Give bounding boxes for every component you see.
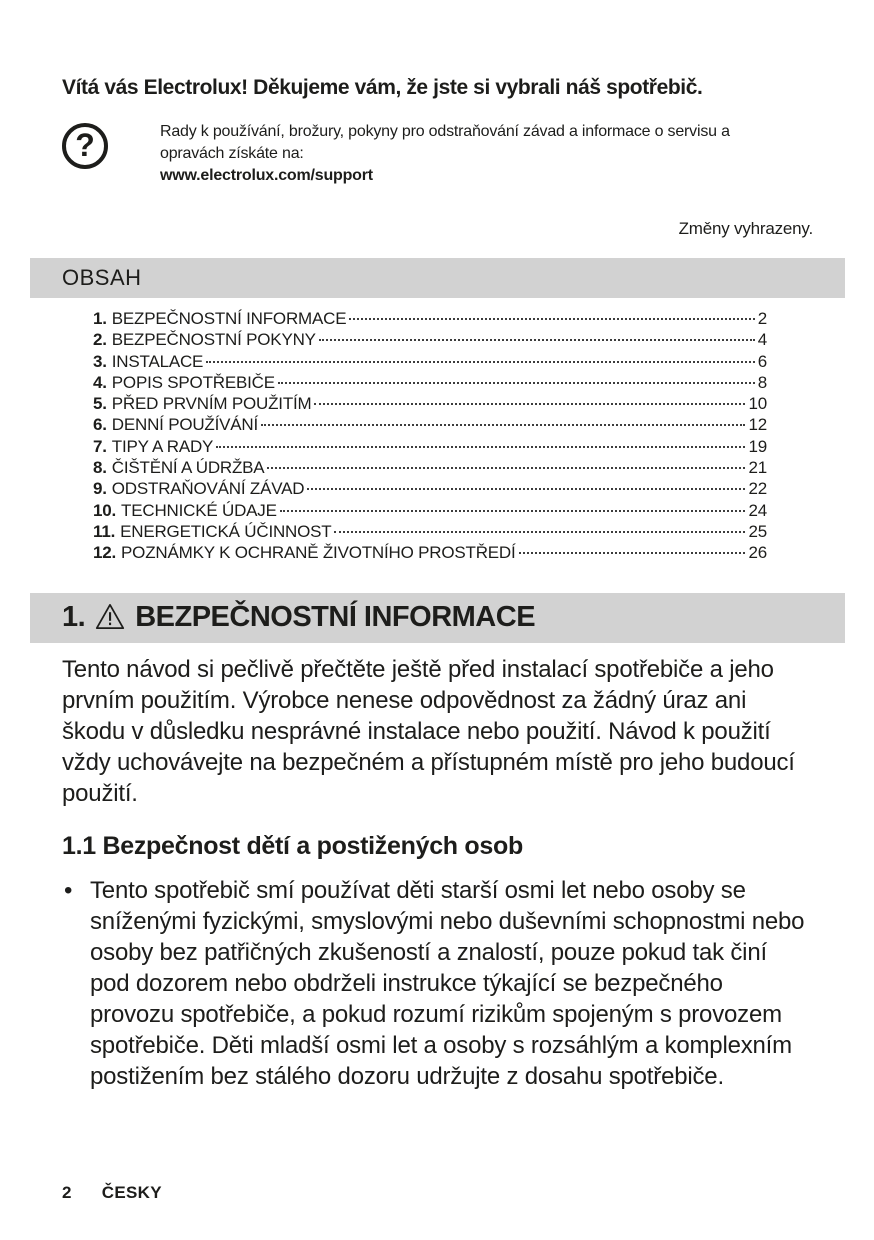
toc-entry-number: 5. (93, 394, 107, 414)
toc-entry-number: 11. (93, 521, 116, 541)
toc-entry-9[interactable] (93, 478, 767, 499)
support-url-link[interactable]: www.electrolux.com/support (160, 167, 373, 184)
support-text (160, 121, 785, 187)
toc-entry-12[interactable] (93, 542, 767, 563)
toc-entry-4[interactable] (93, 372, 767, 393)
toc-entry-10[interactable] (93, 500, 767, 521)
support-description: Rady k používání, brožury, pokyny pro odstraňování závad a informace o servisu a opravách získáte na: (160, 123, 730, 162)
toc-entry-page: 25 (748, 521, 767, 541)
toc-leader-dots (278, 382, 755, 384)
section-heading-bar (30, 593, 845, 643)
page-footer (62, 1183, 162, 1203)
toc-entry-7[interactable] (93, 436, 767, 457)
toc-entry-6[interactable] (93, 414, 767, 435)
toc-entry-page: 22 (748, 479, 767, 499)
toc-entry-label: BEZPEČNOSTNÍ INFORMACE (111, 309, 347, 328)
toc-leader-dots (267, 467, 745, 469)
toc-entry-number: 10. (93, 500, 117, 520)
rights-reserved-note: Změny vyhrazeny. (678, 219, 813, 238)
toc-entry-label: DENNÍ POUŽÍVÁNÍ (111, 415, 259, 435)
toc-entry-page: 26 (748, 543, 767, 563)
toc-entry-1[interactable] (93, 308, 767, 329)
toc-leader-dots (319, 339, 755, 341)
toc-entry-label: BEZPEČNOSTNÍ POKYNY (111, 330, 316, 350)
support-info-block (62, 121, 812, 187)
toc-entry-page: 10 (748, 394, 767, 414)
toc-entry-number: 8. (93, 458, 107, 478)
toc-leader-dots (280, 510, 746, 512)
question-mark-icon: ? (62, 123, 108, 169)
toc-entry-label: ODSTRAŇOVÁNÍ ZÁVAD (111, 479, 305, 499)
toc-entry-label: INSTALACE (111, 351, 204, 371)
subsection-title: 1.1 Bezpečnost dětí a postižených osob (62, 831, 523, 860)
toc-entry-number: 4. (93, 372, 107, 392)
toc-leader-dots (349, 318, 754, 320)
toc-entry-page: 2 (757, 309, 767, 328)
toc-entry-label: TECHNICKÉ ÚDAJE (121, 500, 277, 520)
toc-entry-11[interactable] (93, 521, 767, 542)
footer-language-label: ČESKY (101, 1183, 162, 1202)
toc-entry-label: POZNÁMKY K OCHRANĚ ŽIVOTNÍHO PROSTŘEDÍ (121, 543, 516, 563)
warning-triangle-icon (95, 603, 125, 630)
toc-title: OBSAH (62, 265, 142, 290)
toc-entry-page: 19 (748, 436, 767, 456)
toc-entry-label: TIPY A RADY (111, 436, 214, 456)
toc-leader-dots (519, 552, 746, 554)
section-number: 1. (62, 601, 86, 634)
toc-entry-label: POPIS SPOTŘEBIČE (111, 372, 275, 392)
toc-entry-page: 4 (757, 330, 767, 350)
toc-entry-2[interactable] (93, 329, 767, 350)
toc-leader-dots (307, 488, 745, 490)
page-title: Vítá vás Electrolux! Děkujeme vám, že jste si vybrali náš spotřebič. (62, 76, 703, 99)
section-intro-paragraph: Tento návod si pečlivě přečtěte ještě před instalací spotřebiče a jeho prvním použitím. Výrobce nenese odpovědnost za žádný úraz ani škodu v důsledku nesprávné instalace nebo použití. Návod k použití vždy uchovávejte na bezpečném a přístupném místě pro jeho budoucí použití. (62, 655, 795, 807)
toc-leader-dots (314, 403, 745, 405)
toc-leader-dots (216, 446, 745, 448)
footer-page-number: 2 (62, 1183, 72, 1202)
toc-entry-page: 12 (748, 415, 767, 435)
toc-leader-dots (261, 424, 745, 426)
toc-entry-number: 3. (93, 351, 107, 371)
toc-entry-page: 21 (748, 458, 767, 478)
toc-entry-number: 12. (93, 543, 117, 563)
bullet-text: Tento spotřebič smí používat děti starší osmi let nebo osoby se sníženými fyzickými, smyslovými nebo duševními schopnostmi nebo osoby bez patřičných zkušeností a znalostí, pouze pokud tak činí pod dozorem nebo obdrželi instrukce týkající se bezpečného provozu spotřebiče, a pokud rozumí rizikům spojeným s provozem spotřebiče. Děti mladší osmi let a osoby s rozsáhlým a komplexním postižením bez stálého dozoru udržujte z dosahu spotřebiče. (90, 876, 805, 1090)
toc-leader-dots (206, 361, 755, 363)
toc-entry-label: ČIŠTĚNÍ A ÚDRŽBA (111, 458, 265, 478)
toc-entry-number: 9. (93, 479, 107, 499)
section-title: BEZPEČNOSTNÍ INFORMACE (135, 601, 536, 634)
safety-bullet-list (62, 875, 812, 1092)
toc-entry-3[interactable] (93, 351, 767, 372)
toc-header-bar (30, 258, 845, 298)
bullet-icon: • (64, 876, 73, 904)
toc-entry-page: 8 (757, 372, 767, 392)
list-item (62, 875, 812, 1092)
toc-entry-5[interactable] (93, 393, 767, 414)
table-of-contents (93, 308, 767, 564)
toc-entry-number: 1. (93, 309, 107, 328)
toc-entry-page: 24 (748, 500, 767, 520)
toc-entry-label: PŘED PRVNÍM POUŽITÍM (111, 394, 312, 414)
toc-entry-number: 6. (93, 415, 107, 435)
toc-entry-page: 6 (757, 351, 767, 371)
toc-entry-8[interactable] (93, 457, 767, 478)
toc-entry-label: ENERGETICKÁ ÚČINNOST (120, 521, 332, 541)
toc-entry-number: 2. (93, 330, 107, 350)
toc-entry-number: 7. (93, 436, 107, 456)
toc-leader-dots (334, 531, 745, 533)
